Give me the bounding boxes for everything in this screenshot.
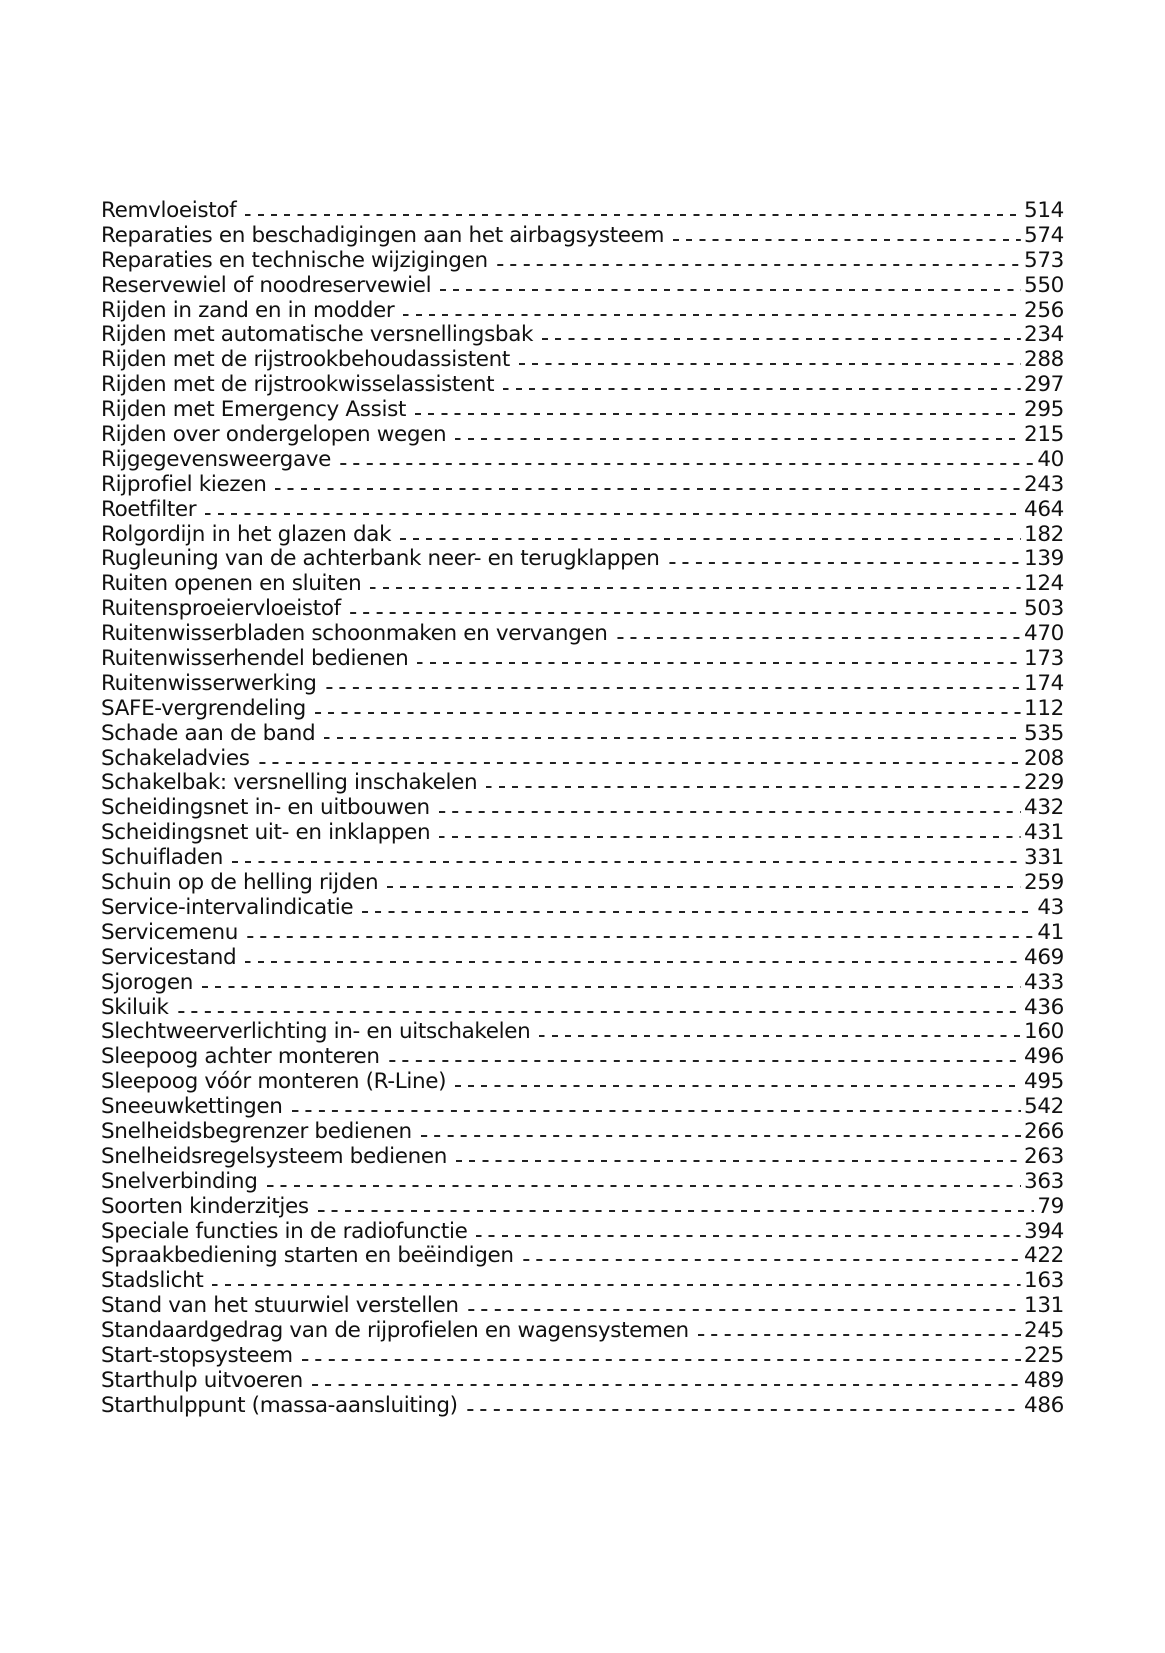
entry-page-number: 489 bbox=[1024, 1367, 1064, 1393]
entry-page-number: 394 bbox=[1024, 1218, 1064, 1244]
entry-label: Stand van het stuurwiel verstellen bbox=[101, 1293, 459, 1319]
entry-page-number: 431 bbox=[1024, 820, 1064, 846]
entry-label: Snelheidsregelsysteem bedienen bbox=[101, 1143, 448, 1169]
entry-page-number: 43 bbox=[1037, 894, 1064, 920]
entry-page-number: 182 bbox=[1024, 521, 1064, 547]
index-entry bbox=[101, 1294, 1064, 1319]
entry-label: Starthulp uitvoeren bbox=[101, 1367, 303, 1393]
index-entry bbox=[101, 1020, 1064, 1045]
index-entry bbox=[101, 199, 1064, 224]
entry-page-number: 256 bbox=[1024, 297, 1064, 323]
entry-page-number: 112 bbox=[1024, 695, 1064, 721]
index-entry bbox=[101, 896, 1064, 921]
entry-label: Service-intervalindicatie bbox=[101, 894, 354, 920]
dot-leader bbox=[542, 338, 1021, 340]
dot-leader bbox=[497, 264, 1021, 266]
dot-leader bbox=[232, 861, 1021, 863]
index-entry bbox=[101, 771, 1064, 796]
entry-page-number: 573 bbox=[1024, 247, 1064, 273]
index-entry bbox=[101, 1269, 1064, 1294]
index-entry bbox=[101, 323, 1064, 348]
index-entry bbox=[101, 547, 1064, 572]
dot-leader bbox=[523, 1259, 1021, 1261]
entry-label: Soorten kinderzitjes bbox=[101, 1193, 309, 1219]
index-entry bbox=[101, 249, 1064, 274]
entry-label: Rijden in zand en in modder bbox=[101, 297, 395, 323]
index-entry bbox=[101, 747, 1064, 772]
entry-page-number: 79 bbox=[1037, 1193, 1064, 1219]
dot-leader bbox=[302, 1359, 1021, 1361]
dot-leader bbox=[673, 239, 1021, 241]
entry-page-number: 514 bbox=[1024, 198, 1064, 223]
entry-label: Starthulppunt (massa-aansluiting) bbox=[101, 1392, 458, 1418]
entry-label: Sjorogen bbox=[101, 969, 193, 995]
entry-label: Rijden met de rijstrookbehoudassistent bbox=[101, 347, 511, 373]
dot-leader bbox=[340, 463, 1034, 465]
dot-leader bbox=[205, 513, 1021, 515]
dot-leader bbox=[315, 712, 1021, 714]
entry-label: Schakelbak: versnelling inschakelen bbox=[101, 770, 478, 796]
dot-leader bbox=[389, 1060, 1021, 1062]
dot-leader bbox=[245, 961, 1021, 963]
dot-leader bbox=[275, 488, 1021, 490]
entry-label: Speciale functies in de radiofunctie bbox=[101, 1218, 468, 1244]
dot-leader bbox=[403, 314, 1021, 316]
index-entry bbox=[101, 996, 1064, 1021]
index-entry bbox=[101, 423, 1064, 448]
dot-leader bbox=[539, 1035, 1021, 1037]
dot-leader bbox=[259, 762, 1021, 764]
entry-label: Scheidingsnet uit- en inklappen bbox=[101, 820, 431, 846]
index-entry bbox=[101, 398, 1064, 423]
index-entry bbox=[101, 348, 1064, 373]
dot-leader bbox=[486, 786, 1021, 788]
dot-leader bbox=[456, 1160, 1021, 1162]
entry-page-number: 234 bbox=[1024, 322, 1064, 348]
entry-label: Reparaties en beschadigingen aan het airbagsysteem bbox=[101, 222, 665, 248]
index-list bbox=[101, 199, 1064, 1419]
index-entry bbox=[101, 821, 1064, 846]
entry-label: Rolgordijn in het glazen dak bbox=[101, 521, 392, 547]
index-entry bbox=[101, 871, 1064, 896]
entry-label: Ruitensproeiervloeistof bbox=[101, 596, 341, 622]
dot-leader bbox=[417, 662, 1021, 664]
index-entry bbox=[101, 1170, 1064, 1195]
index-entry bbox=[101, 498, 1064, 523]
index-entry bbox=[101, 597, 1064, 622]
entry-label: Rijden met de rijstrookwisselassistent bbox=[101, 372, 495, 398]
index-entry bbox=[101, 1319, 1064, 1344]
entry-page-number: 245 bbox=[1024, 1318, 1064, 1344]
entry-label: Rijden met Emergency Assist bbox=[101, 397, 407, 423]
dot-leader bbox=[476, 1235, 1021, 1237]
entry-page-number: 243 bbox=[1024, 471, 1064, 497]
entry-page-number: 503 bbox=[1024, 596, 1064, 622]
entry-page-number: 174 bbox=[1024, 670, 1064, 696]
entry-page-number: 295 bbox=[1024, 397, 1064, 423]
index-entry bbox=[101, 622, 1064, 647]
dot-leader bbox=[178, 1011, 1021, 1013]
index-entry bbox=[101, 1120, 1064, 1145]
entry-page-number: 208 bbox=[1024, 745, 1064, 771]
entry-label: Spraakbediening starten en beëindigen bbox=[101, 1243, 514, 1269]
entry-label: Rijgegevensweergave bbox=[101, 446, 332, 472]
index-entry bbox=[101, 796, 1064, 821]
entry-label: Ruitenwisserbladen schoonmaken en vervangen bbox=[101, 621, 608, 647]
entry-page-number: 469 bbox=[1024, 944, 1064, 970]
index-entry bbox=[101, 697, 1064, 722]
dot-leader bbox=[455, 438, 1021, 440]
entry-page-number: 436 bbox=[1024, 994, 1064, 1020]
dot-leader bbox=[370, 587, 1021, 589]
index-entry bbox=[101, 1095, 1064, 1120]
index-entry bbox=[101, 1070, 1064, 1095]
entry-page-number: 163 bbox=[1024, 1268, 1064, 1294]
entry-page-number: 173 bbox=[1024, 646, 1064, 672]
entry-page-number: 495 bbox=[1024, 1069, 1064, 1095]
entry-page-number: 40 bbox=[1037, 446, 1064, 472]
dot-leader bbox=[362, 911, 1034, 913]
dot-leader bbox=[400, 538, 1021, 540]
entry-label: Remvloeistof bbox=[101, 198, 237, 223]
index-entry bbox=[101, 523, 1064, 548]
index-entry bbox=[101, 1244, 1064, 1269]
entry-label: Rijden over ondergelopen wegen bbox=[101, 422, 447, 448]
index-entry bbox=[101, 572, 1064, 597]
dot-leader bbox=[267, 1185, 1021, 1187]
entry-label: Ruitenwisserhendel bedienen bbox=[101, 646, 409, 672]
dot-leader bbox=[202, 986, 1021, 988]
entry-label: Rugleuning van de achterbank neer- en terugklappen bbox=[101, 546, 660, 572]
dot-leader bbox=[439, 811, 1021, 813]
dot-leader bbox=[318, 1210, 1035, 1212]
index-entry bbox=[101, 299, 1064, 324]
entry-label: Schuifladen bbox=[101, 845, 224, 871]
dot-leader bbox=[312, 1384, 1021, 1386]
entry-page-number: 535 bbox=[1024, 720, 1064, 746]
dot-leader bbox=[292, 1110, 1021, 1112]
entry-label: Ruiten openen en sluiten bbox=[101, 571, 362, 597]
index-entry bbox=[101, 274, 1064, 299]
dot-leader bbox=[245, 214, 1021, 216]
entry-page-number: 542 bbox=[1024, 1094, 1064, 1120]
entry-page-number: 496 bbox=[1024, 1044, 1064, 1070]
dot-leader bbox=[415, 413, 1021, 415]
entry-page-number: 160 bbox=[1024, 1019, 1064, 1045]
dot-leader bbox=[387, 886, 1021, 888]
entry-label: Schakeladvies bbox=[101, 745, 250, 771]
dot-leader bbox=[698, 1334, 1021, 1336]
entry-page-number: 550 bbox=[1024, 272, 1064, 298]
entry-label: Servicestand bbox=[101, 944, 237, 970]
index-entry bbox=[101, 373, 1064, 398]
dot-leader bbox=[455, 1085, 1021, 1087]
entry-label: Skiluik bbox=[101, 994, 169, 1020]
index-entry bbox=[101, 1369, 1064, 1394]
index-entry bbox=[101, 1344, 1064, 1369]
entry-page-number: 41 bbox=[1037, 919, 1064, 945]
entry-page-number: 124 bbox=[1024, 571, 1064, 597]
entry-label: Servicemenu bbox=[101, 919, 239, 945]
entry-page-number: 139 bbox=[1024, 546, 1064, 572]
entry-page-number: 263 bbox=[1024, 1143, 1064, 1169]
entry-page-number: 422 bbox=[1024, 1243, 1064, 1269]
entry-label: Reparaties en technische wijzigingen bbox=[101, 247, 488, 273]
entry-page-number: 297 bbox=[1024, 372, 1064, 398]
entry-label: Schade aan de band bbox=[101, 720, 316, 746]
index-entry bbox=[101, 1220, 1064, 1245]
entry-label: Sneeuwkettingen bbox=[101, 1094, 283, 1120]
dot-leader bbox=[467, 1409, 1021, 1411]
index-entry bbox=[101, 473, 1064, 498]
dot-leader bbox=[212, 1284, 1021, 1286]
index-entry bbox=[101, 1394, 1064, 1419]
entry-page-number: 131 bbox=[1024, 1293, 1064, 1319]
dot-leader bbox=[617, 637, 1021, 639]
entry-label: Roetfilter bbox=[101, 496, 197, 522]
entry-label: Rijden met automatische versnellingsbak bbox=[101, 322, 534, 348]
index-entry bbox=[101, 846, 1064, 871]
entry-page-number: 225 bbox=[1024, 1342, 1064, 1368]
entry-label: Rijprofiel kiezen bbox=[101, 471, 267, 497]
entry-label: Stadslicht bbox=[101, 1268, 204, 1294]
entry-label: Snelverbinding bbox=[101, 1168, 258, 1194]
dot-leader bbox=[503, 388, 1021, 390]
entry-page-number: 288 bbox=[1024, 347, 1064, 373]
dot-leader bbox=[519, 363, 1021, 365]
entry-page-number: 574 bbox=[1024, 222, 1064, 248]
entry-page-number: 229 bbox=[1024, 770, 1064, 796]
entry-page-number: 266 bbox=[1024, 1118, 1064, 1144]
index-entry bbox=[101, 971, 1064, 996]
entry-page-number: 470 bbox=[1024, 621, 1064, 647]
entry-label: Sleepoog achter monteren bbox=[101, 1044, 380, 1070]
dot-leader bbox=[326, 687, 1021, 689]
dot-leader bbox=[350, 612, 1021, 614]
entry-label: Schuin op de helling rijden bbox=[101, 870, 379, 896]
entry-page-number: 432 bbox=[1024, 795, 1064, 821]
entry-label: Reservewiel of noodreservewiel bbox=[101, 272, 432, 298]
index-entry bbox=[101, 448, 1064, 473]
dot-leader bbox=[439, 836, 1021, 838]
index-entry bbox=[101, 722, 1064, 747]
dot-leader bbox=[468, 1309, 1021, 1311]
index-entry bbox=[101, 1045, 1064, 1070]
dot-leader bbox=[421, 1135, 1021, 1137]
index-entry bbox=[101, 921, 1064, 946]
dot-leader bbox=[440, 289, 1021, 291]
entry-page-number: 486 bbox=[1024, 1392, 1064, 1418]
index-entry bbox=[101, 224, 1064, 249]
index-entry bbox=[101, 946, 1064, 971]
entry-label: Snelheidsbegrenzer bedienen bbox=[101, 1118, 412, 1144]
entry-label: SAFE-vergrendeling bbox=[101, 695, 306, 721]
dot-leader bbox=[247, 936, 1034, 938]
entry-label: Slechtweerverlichting in- en uitschakelen bbox=[101, 1019, 531, 1045]
entry-page-number: 259 bbox=[1024, 870, 1064, 896]
entry-page-number: 464 bbox=[1024, 496, 1064, 522]
dot-leader bbox=[669, 562, 1021, 564]
entry-label: Start-stopsysteem bbox=[101, 1342, 293, 1368]
entry-label: Standaardgedrag van de rijprofielen en wagensystemen bbox=[101, 1318, 689, 1344]
index-entry bbox=[101, 1145, 1064, 1170]
entry-page-number: 433 bbox=[1024, 969, 1064, 995]
entry-page-number: 331 bbox=[1024, 845, 1064, 871]
index-entry bbox=[101, 1195, 1064, 1220]
dot-leader bbox=[324, 737, 1021, 739]
entry-label: Ruitenwisserwerking bbox=[101, 670, 317, 696]
entry-page-number: 215 bbox=[1024, 422, 1064, 448]
entry-label: Sleepoog vóór monteren (R-Line) bbox=[101, 1069, 447, 1095]
index-entry bbox=[101, 647, 1064, 672]
entry-label: Scheidingsnet in- en uitbouwen bbox=[101, 795, 430, 821]
entry-page-number: 363 bbox=[1024, 1168, 1064, 1194]
index-entry bbox=[101, 672, 1064, 697]
